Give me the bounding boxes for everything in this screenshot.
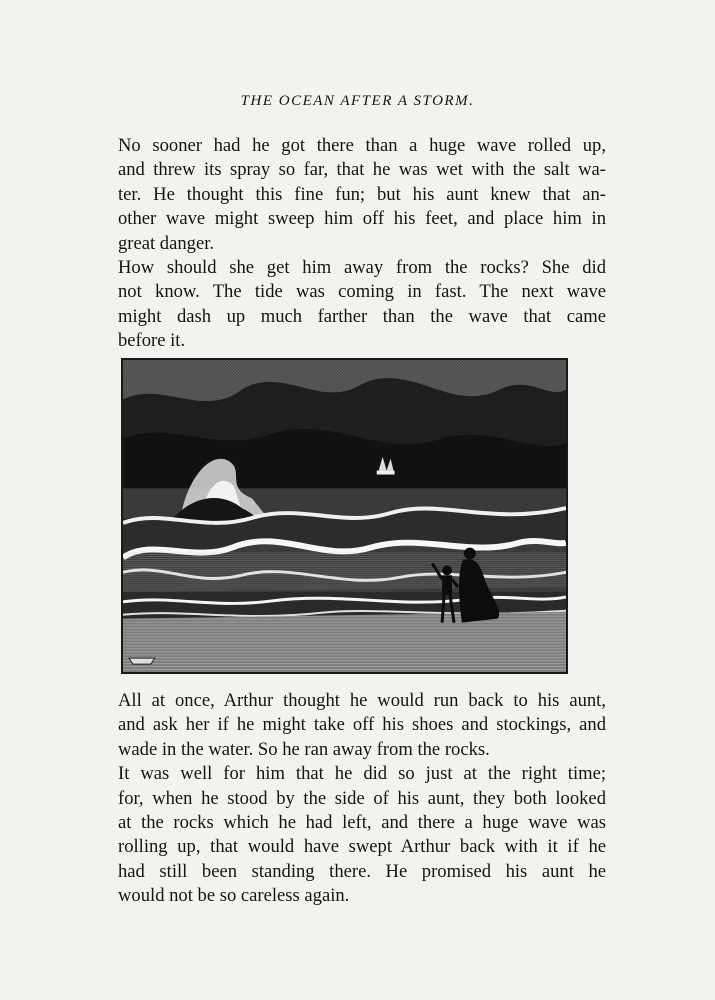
running-head: THE OCEAN AFTER A STORM. [240,93,475,109]
storm-sea-illustration [121,358,568,674]
text-line: great danger. [118,232,215,254]
text-line: wade in the water. So he ran away from the rocks. [118,738,490,760]
text-line: All at once, Arthur thought he would run back to his aunt, [118,690,606,711]
text-line: and ask her if he might take off his shoes and stockings, and [118,714,606,736]
text-line: ter. He thought this fine fun; but his aunt knew that an- [118,183,606,205]
text-line: might dash up much farther than the wave that came [118,305,606,327]
paragraph [118,256,606,354]
text-line: other wave might sweep him off his feet, and place him in [118,208,606,230]
paragraph [118,689,606,762]
text-line: and threw its spray so far, that he was wet with the salt wa- [118,159,606,181]
text-block-top [118,134,606,354]
text-block-bottom [118,689,606,909]
engraving-image [123,360,566,672]
text-line: No sooner had he got there than a huge wave rolled up, [118,135,606,156]
text-line: would not be so careless again. [118,885,350,907]
text-line: rolling up, that would have swept Arthur back with it if he [118,836,606,858]
paragraph [118,134,606,256]
text-line: before it. [118,330,186,352]
text-line: How should she get him away from the rocks? She did [118,257,606,279]
text-line: It was well for him that he did so just at the right time; [118,763,606,785]
paragraph [118,762,606,908]
text-line: not know. The tide was coming in fast. The next wave [118,281,606,303]
text-line: at the rocks which he had left, and there a huge wave was [118,812,606,834]
text-line: had still been standing there. He promised his aunt he [118,860,606,882]
text-line: for, when he stood by the side of his aunt, they both looked [118,787,606,809]
